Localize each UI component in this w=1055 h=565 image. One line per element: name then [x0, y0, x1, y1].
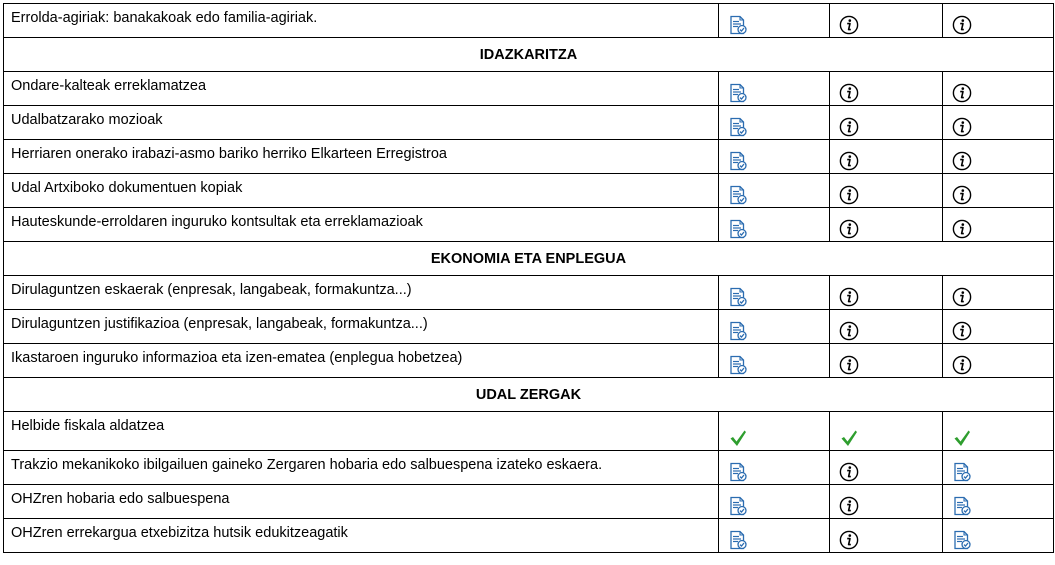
info-icon[interactable] — [952, 15, 972, 35]
document-check-icon[interactable] — [728, 287, 748, 307]
checkmark-icon[interactable] — [952, 428, 972, 448]
document-check-icon[interactable] — [728, 185, 748, 205]
info-icon[interactable] — [952, 287, 972, 307]
info-icon[interactable] — [839, 496, 859, 516]
document-check-icon[interactable] — [728, 355, 748, 375]
icon-cell — [830, 4, 943, 38]
icon-cell — [830, 519, 943, 553]
icon-cell — [719, 344, 830, 378]
icon-cell — [719, 140, 830, 174]
icon-cell — [943, 140, 1054, 174]
document-check-icon[interactable] — [952, 530, 972, 550]
service-label: Udal Artxiboko dokumentuen kopiak — [4, 174, 719, 208]
icon-cell — [943, 310, 1054, 344]
section-title: EKONOMIA ETA ENPLEGUA — [4, 242, 1054, 276]
document-check-icon[interactable] — [728, 462, 748, 482]
section-header-row — [4, 242, 1054, 276]
service-label: Dirulaguntzen eskaerak (enpresak, langabeak, formakuntza...) — [4, 276, 719, 310]
info-icon[interactable] — [839, 117, 859, 137]
table-row — [4, 140, 1054, 174]
icon-cell — [830, 208, 943, 242]
service-label: Udalbatzarako mozioak — [4, 106, 719, 140]
table-row — [4, 519, 1054, 553]
table-row — [4, 485, 1054, 519]
section-title: UDAL ZERGAK — [4, 378, 1054, 412]
table-row — [4, 106, 1054, 140]
icon-cell — [719, 519, 830, 553]
service-label: Dirulaguntzen justifikazioa (enpresak, langabeak, formakuntza...) — [4, 310, 719, 344]
table-row — [4, 4, 1054, 38]
info-icon[interactable] — [839, 219, 859, 239]
icon-cell — [943, 519, 1054, 553]
icon-cell — [943, 174, 1054, 208]
icon-cell — [830, 485, 943, 519]
icon-cell — [943, 412, 1054, 451]
icon-cell — [830, 276, 943, 310]
info-icon[interactable] — [839, 15, 859, 35]
document-check-icon[interactable] — [728, 117, 748, 137]
service-label: Helbide fiskala aldatzea — [4, 412, 719, 451]
icon-cell — [830, 310, 943, 344]
info-icon[interactable] — [952, 355, 972, 375]
table-row — [4, 276, 1054, 310]
service-label: Ikastaroen inguruko informazioa eta izen-ematea (enplegua hobetzea) — [4, 344, 719, 378]
section-header-row — [4, 378, 1054, 412]
service-label: Ondare-kalteak erreklamatzea — [4, 72, 719, 106]
info-icon[interactable] — [839, 185, 859, 205]
info-icon[interactable] — [839, 321, 859, 341]
info-icon[interactable] — [952, 219, 972, 239]
icon-cell — [719, 310, 830, 344]
icon-cell — [943, 344, 1054, 378]
info-icon[interactable] — [839, 287, 859, 307]
checkmark-icon[interactable] — [839, 428, 859, 448]
icon-cell — [719, 72, 830, 106]
icon-cell — [719, 485, 830, 519]
section-header-row — [4, 38, 1054, 72]
icon-cell — [830, 344, 943, 378]
icon-cell — [943, 485, 1054, 519]
table-row — [4, 174, 1054, 208]
document-check-icon[interactable] — [728, 321, 748, 341]
info-icon[interactable] — [839, 462, 859, 482]
icon-cell — [719, 276, 830, 310]
icon-cell — [943, 4, 1054, 38]
table-row — [4, 344, 1054, 378]
service-label: Herriaren onerako irabazi-asmo bariko herriko Elkarteen Erregistroa — [4, 140, 719, 174]
table-row — [4, 451, 1054, 485]
info-icon[interactable] — [952, 151, 972, 171]
section-title: IDAZKARITZA — [4, 38, 1054, 72]
service-label: OHZren errekargua etxebizitza hutsik edukitzeagatik — [4, 519, 719, 553]
icon-cell — [830, 106, 943, 140]
icon-cell — [830, 140, 943, 174]
info-icon[interactable] — [952, 185, 972, 205]
service-label: Trakzio mekanikoko ibilgailuen gaineko Zergaren hobaria edo salbuespena izateko eskaera. — [4, 451, 719, 485]
service-label: Errolda-agiriak: banakakoak edo familia-agiriak. — [4, 4, 719, 38]
icon-cell — [719, 174, 830, 208]
icon-cell — [830, 72, 943, 106]
table-row — [4, 208, 1054, 242]
table-row — [4, 310, 1054, 344]
icon-cell — [943, 451, 1054, 485]
document-check-icon[interactable] — [728, 83, 748, 103]
icon-cell — [719, 106, 830, 140]
info-icon[interactable] — [839, 83, 859, 103]
icon-cell — [719, 4, 830, 38]
document-check-icon[interactable] — [728, 530, 748, 550]
icon-cell — [830, 174, 943, 208]
table-row — [4, 412, 1054, 451]
checkmark-icon[interactable] — [728, 428, 748, 448]
service-label: OHZren hobaria edo salbuespena — [4, 485, 719, 519]
info-icon[interactable] — [839, 355, 859, 375]
info-icon[interactable] — [839, 530, 859, 550]
icon-cell — [830, 451, 943, 485]
table-row — [4, 72, 1054, 106]
icon-cell — [719, 412, 830, 451]
icon-cell — [719, 208, 830, 242]
icon-cell — [719, 451, 830, 485]
document-check-icon[interactable] — [952, 462, 972, 482]
info-icon[interactable] — [952, 117, 972, 137]
icon-cell — [943, 208, 1054, 242]
icon-cell — [943, 106, 1054, 140]
document-check-icon[interactable] — [952, 496, 972, 516]
icon-cell — [830, 412, 943, 451]
info-icon[interactable] — [839, 151, 859, 171]
document-check-icon[interactable] — [728, 219, 748, 239]
info-icon[interactable] — [952, 321, 972, 341]
document-check-icon[interactable] — [728, 15, 748, 35]
service-label: Hauteskunde-erroldaren inguruko kontsultak eta erreklamazioak — [4, 208, 719, 242]
icon-cell — [943, 72, 1054, 106]
document-check-icon[interactable] — [728, 151, 748, 171]
icon-cell — [943, 276, 1054, 310]
info-icon[interactable] — [952, 83, 972, 103]
services-table — [3, 3, 1054, 553]
document-check-icon[interactable] — [728, 496, 748, 516]
